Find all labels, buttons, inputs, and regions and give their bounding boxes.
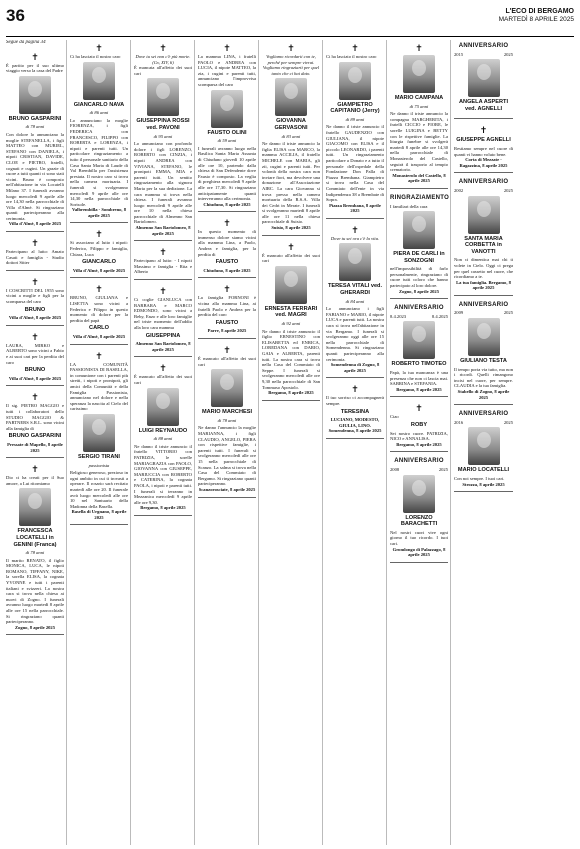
cross-icon: ✝ — [159, 286, 167, 297]
obituary-notice — [390, 192, 448, 299]
age-line: di 86 anni — [89, 110, 109, 116]
portrait-photo — [147, 78, 179, 116]
obituary-notice — [454, 122, 513, 173]
place-date: Chiuduno, 8 aprile 2025 — [203, 267, 251, 273]
age-line: di 88 anni — [153, 436, 173, 442]
age-line: di 92 anni — [281, 321, 301, 327]
obituary-notice — [70, 226, 128, 278]
year: 2025 — [503, 419, 513, 425]
cross-icon: ✝ — [31, 51, 39, 62]
intro-text: Il sig. PIETRO MAGGIO e tutti i collaboratori dello STUDIO MAGGIO & PARTNERS S.R.L. sono vicini alla famiglia di — [6, 403, 64, 431]
cross-icon: ✝ — [351, 43, 359, 53]
deceased-name: FAUSTO OLINI — [207, 129, 247, 136]
obituary-notice — [198, 40, 256, 212]
anniversary-title: ANNIVERSARIO — [394, 305, 444, 312]
obituary-notice — [6, 49, 64, 232]
place-date: La tua famiglia. Bergamo, 8 aprile 2025 — [456, 279, 511, 291]
deceased-name: GIAMPIETRO CAPITANIO (Jerry) — [330, 101, 380, 115]
portrait-photo — [83, 414, 115, 452]
cross-icon: ✝ — [31, 238, 39, 249]
intro-text: È partito per il suo ultimo viaggio verso la casa del Padre — [6, 62, 64, 74]
place-date: Villa d'Almè, 8 aprile 2025 — [72, 334, 126, 339]
deceased-name: TERESINA — [340, 408, 370, 415]
deceased-name: LUIGI REYNAUDO — [138, 427, 188, 434]
place-date: Monasterolo del Castello, 8 aprile 2025 — [392, 172, 446, 184]
years — [390, 314, 448, 320]
cross-icon: ✝ — [287, 43, 295, 53]
obituary-notice — [70, 281, 128, 344]
years — [454, 420, 513, 426]
intro-text: LA COMUNITÀ PASSIONISTA DI BASELLA, in comunione con i parenti più stretti, i nipoti e pronipoti, gli amici della Comunità e della Famiglia Passionista, annunciano nel dolore e nella speranza la nascita al Cielo del carissimo — [70, 361, 128, 412]
cross-icon: ✝ — [415, 403, 423, 414]
notice-body: Ne danno il triste annuncio la figlia ELISA con MARCO, la mamma ACCILIA, il fratello MICHELE con MARIA, gli zii, cugini e parenti tutti. Per volontà della nostra cara non inviare fiori, ma devolvere una donazione all'Associazione AIRC. La cara Giovanna si trova presso nella camera mortuaria della R.S.A. Villa dei Cedri in Merate. I funerali si svolgeranno martedì 8 aprile alle ore 11 nella chiesa parrocchiale di Suisio. — [262, 141, 320, 225]
age-line: di 95 anni — [153, 133, 173, 139]
notice-body: Lo annunciano la moglie FIORENZA, i figli FEDERICA con FRANCESCO, FILIPPO con ROBERTA e LORENZA, i nipoti e parenti tutti. Un particolare ringraziamento a tutto il personale sanitario della Casa Santa Maria di Laude di Val Brembilla per l'assistenza prestata. Il nostro caro si trova nella camera mortuaria. I funerali si svolgeranno mercoledì 9 aprile alle ore 14,30 nella parrocchiale di Sorisole. — [70, 117, 128, 207]
obituary-columns — [6, 40, 574, 845]
page-number: 36 — [6, 6, 25, 25]
notice-body: Papà, la tua mancanza è una presenza che non ci lascia mai. SABRINA e STEFANIA. — [390, 370, 448, 387]
place-date: Corta di Mezzate - Ragazzina, 8 aprile 2025 — [459, 157, 508, 168]
obituary-notice — [6, 389, 64, 458]
notice-body: Nel nostri cuori vive ogni giorno il tuo ricordo. I tuoi cari. — [390, 529, 448, 546]
notice-body: Il tempo porta via tutto, ma non i ricordi. Quelli rimangono incisi nel cuore, per sempre. CLAUDIA e la tua famiglia. — [454, 366, 513, 389]
year: 2025 — [503, 310, 513, 316]
obituary-notice — [390, 400, 448, 452]
obituary-notice — [134, 283, 192, 357]
cross-icon: ✝ — [95, 43, 103, 53]
place-date: Bergamo, 8 aprile 2025 — [396, 441, 442, 447]
notice-body: Il marito RENATO, il figlio MONICA, LUCA, le nipoti ROMANO, TIFFANY, NIKE, la sorella ELISA, la cognata YVONNE e tutti i parenti italiani e svizzeri. La nostra cara si trova nella chiesa ai nuovi di Zogno. I funerali avranno luogo martedì 8 aprile alle ore 15 nella parrocchiale. Si ringraziano quanti parteciperanno. — [6, 557, 64, 625]
intro-text: Partecipano al lutto: Amato Casati e famiglia - Studio dottori Sitter — [6, 249, 64, 266]
notice-body: nell'impossibilità di farlo personalmente, ringraziano di cuore tutti coloro che hanno partecipato al loro dolore. — [390, 266, 448, 289]
intro-text: Il tuo sorriso ci accompagnerà sempre. — [326, 395, 384, 406]
intro-text: La mamma LINA, i fratelli PAOLO e ANDREA con LUCIA, il nipote MATTEO, la zia, i cugini e parenti tutti, annunciano l'improvvisa scomparsa del caro — [198, 54, 256, 87]
year: 2008 — [390, 466, 400, 472]
continued-note: Segue da pagina 34 — [6, 40, 46, 45]
portrait-photo — [83, 62, 115, 100]
cross-icon: ✝ — [159, 43, 167, 53]
portrait-photo — [211, 90, 243, 128]
column-5 — [262, 40, 323, 845]
place-date: Almenno San Bartolomeo, 8 aprile 2025 — [135, 225, 191, 236]
age-line: di 75 anni — [409, 103, 429, 109]
cross-icon: ✝ — [159, 363, 167, 374]
intro-text: Si associano al lutto i nipoti: Federico, Filippo e famiglia, Chiara, Luca — [70, 240, 128, 257]
place-date: Zogno, 8 aprile 2025 — [398, 288, 440, 294]
masthead — [499, 8, 574, 24]
intro-text: Ci ha lasciato il nostro caro — [70, 54, 121, 59]
portrait-photo — [275, 266, 307, 304]
obituary-notice — [326, 222, 384, 379]
place-date: Zogno, 8 aprile 2025 — [14, 624, 56, 630]
cross-icon: ✝ — [223, 43, 231, 53]
place-date: Strozza, 8 aprile 2025 — [462, 481, 505, 487]
portrait-photo — [403, 55, 435, 93]
column-4 — [198, 40, 259, 845]
years — [454, 188, 513, 194]
cross-icon: ✝ — [479, 125, 488, 136]
place-date: Pressate di Mapello, 8 aprile 2025 — [7, 441, 63, 453]
years — [454, 52, 513, 58]
notice-body: Con noi sempre. I tuoi cari. — [454, 476, 505, 481]
year: 2025 — [438, 466, 448, 472]
column-8 — [454, 40, 515, 845]
age-line: passionista — [88, 462, 110, 468]
obituary-notice — [134, 360, 192, 516]
column-6 — [326, 40, 387, 845]
portrait-photo — [468, 427, 500, 465]
deceased-name: LORENZO BARACHETTI — [400, 514, 438, 528]
deceased-name: ANGELA ASPERTI ved. AGNELLI — [459, 99, 508, 112]
obituary-notice — [454, 408, 513, 492]
cross-icon: ✝ — [31, 276, 39, 287]
intro-text: Ci ha lasciato il nostro caro — [326, 54, 377, 59]
portrait-photo — [403, 211, 435, 249]
intro-text: Ci coglie GIANLUCA con BARBARA e MARCO EDMONDO, sono vicini a Beby, Enzo e alle loro famiglie nel triste momento dell'addio alla loro cara mamma — [134, 297, 192, 330]
age-line: di 84 anni — [345, 298, 365, 304]
paper-name: L'ECO DI BERGAMO — [505, 8, 574, 15]
portrait-photo — [403, 475, 435, 513]
age-line: di 78 anni — [25, 124, 45, 130]
obituary-notice — [262, 239, 320, 401]
notice-body: Ne danno il triste annuncio il fratello VITTORIO con PATRIZIA, le sorelle MARIAGRAZIA con PAOLO, GIOVANNA con GIUSEPPE, MARIUCCIA con ROBERTO e CATERINA, la cognata PAOLA, i nipoti e parenti tutti. I funerali si terranno in Mezzanica mercoledì 9 aprile alle ore 9,30. — [134, 443, 192, 505]
column-1 — [6, 40, 67, 845]
portrait-photo — [19, 76, 51, 114]
notice-body: Sei nostro cuore. PATRIZIA, NICO e ANNALISA. — [390, 430, 448, 442]
deceased-name: BRUNO GASPARINI — [8, 115, 62, 122]
obituary-notice — [198, 215, 256, 278]
deceased-name: GIOVANNA GERVASONI — [274, 118, 308, 131]
obituary-notice — [70, 348, 128, 526]
obituary-notice — [6, 274, 64, 326]
notice-body: Ne danno il triste annuncio il fratello GAUDENZIO con GIULIANA, il nipote GIACOMO con ELISA e il piccolo LEONARDO, i parenti tutti. Un ringraziamento particolare a Donato e a tutto il personale dell'ospedale della Fondazione Don Palla di Piazza Brembana. Giampietro si trova nella Casa del Commiato dell'ente in via Indipendenza 38 a Brembate di Sopra. — [326, 124, 384, 203]
deceased-name: SERGIO TIRANI — [78, 453, 120, 460]
portrait-photo — [403, 321, 435, 359]
cross-icon: ✝ — [287, 241, 295, 252]
place-date: Piazza Brembana, 8 aprile 2025 — [329, 202, 381, 214]
year: 2025 — [503, 51, 513, 57]
cross-icon: ✝ — [95, 350, 103, 361]
place-date: Valbrembilla - Sombreno, 8 aprile 2025 — [71, 207, 127, 218]
cross-icon: ✝ — [223, 284, 231, 295]
place-date: Almenno San Bartolomeo, 8 aprile 2025 — [135, 341, 191, 352]
deceased-name: TERESA VITALI ved. GHERARDI — [327, 283, 383, 297]
portrait-photo — [468, 59, 500, 97]
age-line: di 83 anni — [281, 133, 301, 139]
deceased-name: BRUNO — [24, 367, 46, 374]
column-3 — [134, 40, 195, 845]
cross-icon: ✝ — [95, 284, 103, 295]
intro-text: BRUNO, GIULIANA e LISETTA sono vicini a Federica e Filippo in questo momento di dolore per la perdita del papà — [70, 295, 128, 323]
notice-body: Con dolore lo annunciano la moglie STEFANELLA, i figli MATTEO con MURIEL, STEFANO con DANIELA, i nipoti CRISTIAN, DAVIDE, CLOE e PIETRO, fratelli, cognati e cugini. Un grazie di cuore a tutti quanti ci sono stati vicini. Bruno è composto nell'abitazione in via Locatelli Milano 37. I funerali avranno luogo mercoledì 9 aprile alle ore 14,30 nella parrocchiale di Villa d'Almè. Si ringraziano quanti parteciperanno alla cerimonia. — [6, 131, 64, 221]
intro-text: La famiglia FORNONI è vicina alla mamma Lina, ai fratelli Paolo e Andrea per la perdita del caro — [198, 295, 256, 318]
place-date: Parre, 8 aprile 2025 — [207, 328, 247, 334]
deceased-name: PIERA DE CARLI in SONZOGNI — [393, 251, 445, 264]
cross-icon: ✝ — [223, 218, 231, 229]
obituary-notice — [6, 235, 64, 271]
deceased-name: GIULIANO TESTA — [460, 358, 507, 365]
obituary-notice — [6, 329, 64, 387]
deceased-name: GIANCARLO — [82, 259, 116, 266]
notice-body: Ne danno l'annuncio la moglie MARIANNA, i figli CLAUDIO, ANGELO, PIERA con rispettive famiglie, i parenti tutti. I funerali si svolgeranno mercoledì alle ore 15 nella parrocchiale di Scanzo. La salma si trova nella Casa del Commiato di Bergamo. Si ringraziano quanti parteciperanno. — [198, 425, 256, 487]
portrait-photo — [211, 369, 243, 407]
deceased-name: GIANCARLO NAVA — [73, 101, 125, 108]
intro-text: LAURA, MIRKO e ALBERTO sono vicini a Fabio e ai suoi cari per la perdita del caro — [6, 342, 64, 365]
portrait-photo — [19, 488, 51, 526]
notice-body: Non ci dimentica mai chi ti volete in Cielo. Oggi ci prega per quel cassetto nel cuore, che ricordiamo a te. — [454, 257, 513, 280]
year: 2015 — [454, 51, 464, 57]
place-date: Bergamo, 8 aprile 2025 — [396, 386, 442, 392]
obituary-notice — [262, 40, 320, 236]
obituary-notice — [326, 40, 384, 219]
deceased-name: FRANCESCA LOCATELLI in GENINI (Franca) — [13, 528, 57, 548]
years — [454, 310, 513, 316]
obituary-notice — [326, 381, 384, 439]
epigraph: Dove tu sei ora c'è la vita. — [330, 235, 380, 241]
deceased-name: FAUSTO — [215, 259, 239, 266]
column-7 — [390, 40, 451, 845]
age-line: di 89 anni — [345, 116, 365, 122]
cross-icon: ✝ — [31, 464, 39, 475]
deceased-name: SANTA MARIA CORBETTA in VANOTTI — [464, 235, 503, 255]
place-date: Villa d'Almè, 8 aprile 2025 — [8, 221, 62, 227]
year: 2009 — [454, 310, 464, 316]
place-date: Villa d'Almè, 8 aprile 2025 — [8, 315, 62, 321]
intro-text: Dio ci ha creati per il Suo amore, a Lui ritorniamo — [6, 475, 64, 486]
notice-body: Lo annunciano i figli FABIANO e MARIO, il nipote LUCA e parenti tutti. La nostra cara si trova nell'abitazione in via Bergamo. I funerali si svolgeranno oggi alle ore 15 nella parrocchiale di Somendenna. Si ringraziano quanti parteciperanno alla cerimonia. — [326, 306, 384, 362]
obituary-notice — [390, 40, 448, 189]
place-date: LUCIANO, MODESTO, GIULIA, LINO. Somendenna, 8 aprile 2025 — [328, 417, 382, 434]
place-date: Chiuduno, 8 aprile 2025 — [203, 201, 251, 207]
obituary-notice — [454, 176, 513, 296]
year: 8.4.2025 — [431, 313, 448, 319]
portrait-photo — [275, 78, 307, 116]
deceased-name: ROBERTO TIMOTEO — [391, 361, 447, 368]
obituary-notice — [134, 244, 192, 280]
intro-text: È mancata all'affetto dei suoi cari — [134, 65, 192, 76]
issue-date: MARTEDÌ 8 APRILE 2025 — [498, 16, 574, 23]
place-date: Somendenna di Zogno, 8 aprile 2025 — [330, 362, 380, 373]
place-date: Villa d'Almè, 8 aprile 2025 — [8, 375, 62, 381]
obituary-notice — [390, 302, 448, 397]
cross-icon: ✝ — [31, 392, 39, 403]
obituary-notice — [134, 40, 192, 241]
deceased-name: GIUSEPPE AGNELLI — [456, 137, 511, 144]
deceased-name: FAUSTO — [215, 319, 239, 326]
deceased-name: MARIO MARCHESI — [201, 409, 253, 416]
obituary-notice — [454, 299, 513, 405]
portrait-photo — [147, 388, 179, 426]
place-date: Bergamo, 8 aprile 2025 — [268, 390, 314, 396]
deceased-name: ERNESTA FERRARI ved. MAGRI — [264, 305, 318, 319]
cross-icon: ✝ — [415, 43, 423, 53]
cross-icon: ✝ — [351, 384, 359, 395]
years — [390, 467, 448, 473]
intro-text: È mancato all'affetto dei suoi cari — [134, 374, 192, 385]
cross-icon: ✝ — [351, 224, 359, 235]
notice-body: Ne danno il triste annuncio il figlio ERNESTINO con ELISABETTA ed ENRICA, LOREDANA con DARIO, GAIA e ALBERTA, parenti tutti. La nostra cara si trova nella Casa del Commiato di Seppe. I funerali si svolgeranno mercoledì alle ore 9,30 nella parrocchiale di San Tommaso Apostolo. — [262, 328, 320, 390]
deceased-name: BRUNO GASPARINI — [8, 433, 62, 440]
cross-icon: ✝ — [95, 229, 103, 240]
obituary-notice — [6, 461, 64, 635]
intro-text: È mancato all'affetto dei suoi cari — [262, 252, 320, 264]
column-2 — [70, 40, 131, 845]
deceased-name: MARIO LOCATELLI — [457, 467, 510, 474]
obituary-notice — [390, 455, 448, 562]
notice-body: Ne danno il triste annuncio la compagna MARGHERITA, i fratelli CICCIO e FIORE, le sorelle LUIGINA e BETTY con le rispettive famiglie. La liturgia funebre si svolgerà martedì 8 aprile alle ore 14,30 nella parrocchiale di Monasterolo del Castello, seguirà il trasporto al tempio crematorio. — [390, 111, 448, 173]
intro-text: Ciao — [390, 414, 399, 420]
intro-text: In questo momento di immenso dolore siamo vicini alla mamma Lina, a Paolo, Andrea e famiglia, per la perdita di — [198, 229, 256, 257]
deceased-name: BRUNO — [24, 306, 46, 313]
portrait-photo — [468, 318, 500, 356]
epigraph: Dove tu sei non c'è più morte. (Gv, XIV, 6) — [135, 54, 191, 65]
intro-text: È mancato all'affetto dei suoi cari — [198, 356, 256, 367]
notice-body: Restiamo sempre nel cuore di quanti vi hanno voluto bene. — [454, 145, 513, 157]
epigraph: Vogliamo ricordarti con te, perché per sempre vivrai. Vogliamo ringraziarti per quel tanto che ci hai dato. — [262, 54, 320, 76]
age-line: di 59 anni — [217, 138, 237, 144]
age-line: di 78 anni — [217, 417, 237, 423]
anniversary-title: RINGRAZIAMENTO — [390, 194, 450, 201]
obituary-notice — [70, 40, 128, 223]
portrait-photo — [468, 196, 500, 234]
place-date: Suisio, 8 aprile 2025 — [271, 225, 311, 231]
deceased-name: ROBY — [410, 422, 428, 428]
anniversary-title: ANNIVERSARIO — [394, 458, 444, 465]
place-date: Gromlongo di Palazzago, 8 aprile 2025 — [392, 546, 446, 558]
age-line: di 78 anni — [25, 550, 45, 556]
year: 2025 — [503, 187, 513, 193]
anniversary-title: ANNIVERSARIO — [458, 43, 509, 49]
place-date: Villa d'Almè, 8 aprile 2025 — [72, 267, 126, 273]
place-date: Basella di Urgnano, 8 aprile 2025 — [71, 509, 127, 520]
deceased-name: GIUSEPPINA — [145, 332, 181, 339]
intro-text: Partecipano al lutto: - I nipoti Massimo e famiglia - Rita e Alberto — [134, 258, 192, 275]
obituary-notice — [198, 342, 256, 498]
portrait-photo — [339, 62, 371, 100]
cross-icon: ✝ — [31, 331, 39, 342]
deceased-name: CARLO — [89, 325, 109, 332]
page-header — [6, 6, 574, 37]
obituary-notice — [454, 40, 513, 119]
portrait-photo — [339, 243, 371, 281]
obituary-notice — [198, 281, 256, 339]
notice-body: Religioso generoso, prezioso in ogni ambito in cui ti trovasti a operare. Il rosario sarà recitato martedì alle ore 20. Il funerale avrà luogo mercoledì alle ore 10 nel Santuario della Madonna della Basella. — [70, 470, 128, 509]
intro-text: I familiari della cara — [390, 203, 428, 209]
deceased-name: GIUSEPPINA ROSSI ved. PAVONI — [136, 118, 190, 131]
deceased-name: MARIO CAMPANA — [394, 95, 444, 101]
year: 2016 — [454, 419, 464, 425]
place-date: Scanzorosciate, 8 aprile 2025 — [198, 486, 256, 492]
anniversary-title: ANNIVERSARIO — [458, 411, 509, 418]
cross-icon: ✝ — [223, 345, 231, 355]
intro-text: I COSCRITTI DEL 1955 sono vicini a moglie e figli per la scomparsa del caro — [6, 287, 64, 305]
place-date: Stabello di Zogno, 8 aprile 2025 — [457, 389, 510, 400]
cross-icon: ✝ — [159, 247, 167, 258]
anniversary-title: ANNIVERSARIO — [458, 301, 509, 308]
notice-body: Lo annunciano con profondo dolore i figli LORENZO, ROBERTO con CINZIA, i nipoti ANDREA con VIVIANA, STEFANO, le pronipoti EMMA, MIA e parenti tutti. Un sentito ringraziamento alla signora Maria per la sua dedizione. La cara mamma si trova nella chiesa. I funerali avranno luogo mercoledì 9 aprile alle ore 10 nella chiesa parrocchiale di Almenno San Bartolomeo. — [134, 141, 192, 225]
place-date: Bergamo, 8 aprile 2025 — [140, 505, 186, 511]
year: 8.4.2023 — [390, 313, 407, 319]
year: 2002 — [454, 187, 464, 193]
anniversary-title: ANNIVERSARIO — [458, 179, 509, 186]
notice-body: I funerali avranno luogo nella Basilica Santa Maria Assunta di Chiuduno giovedì 10 aprile alle ore 10, partendo dalla chiesa di San Defendente dove Fausto è composto. La veglia di preghiera mercoledì 9 aprile alle ore 17,30. Si ringraziano anticipatamente quanti interverranno alla cerimonia. — [198, 145, 256, 202]
